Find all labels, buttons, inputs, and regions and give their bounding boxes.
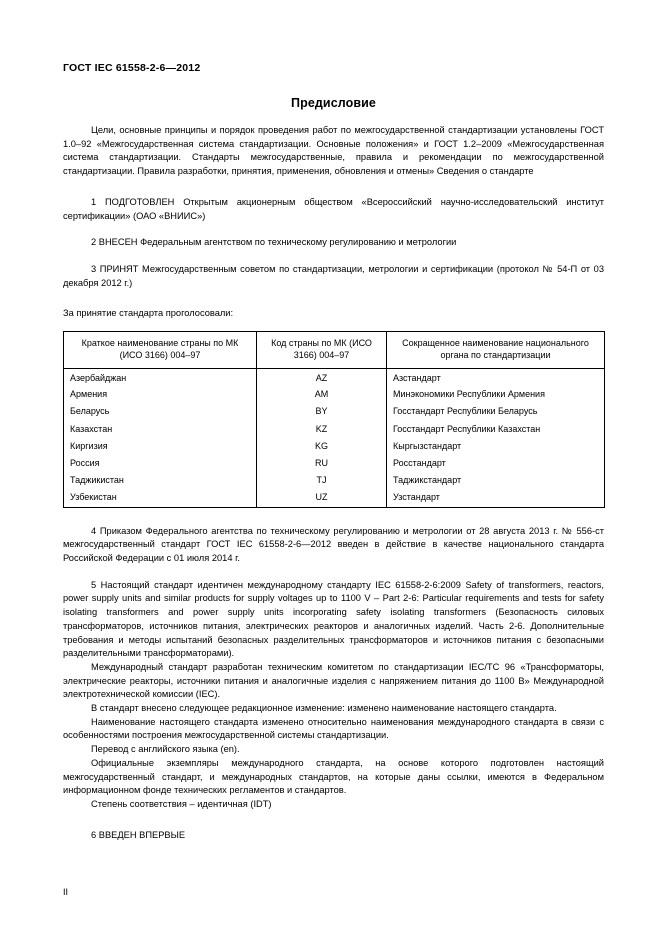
cell-body: Таджикстандарт	[387, 472, 605, 489]
cell-country: Беларусь	[64, 403, 257, 420]
spacer	[63, 566, 604, 579]
cell-body: Кыргызстандарт	[387, 438, 605, 455]
table-header	[64, 332, 605, 369]
page-number: II	[63, 887, 69, 897]
spacer	[63, 321, 604, 331]
column-header-code: Код страны по МК (ИСО 3166) 004–97	[257, 332, 387, 369]
table-row	[64, 420, 605, 437]
table-row	[64, 386, 605, 403]
cell-code: TJ	[257, 472, 387, 489]
cell-code: RU	[257, 455, 387, 472]
cell-country: Киргизия	[64, 438, 257, 455]
page-title: Предисловие	[291, 96, 376, 110]
table-row	[64, 403, 605, 420]
cell-code: AM	[257, 386, 387, 403]
vote-lead-in: За принятие стандарта проголосовали:	[63, 308, 234, 319]
spacer	[63, 290, 604, 307]
clause-item-4: 4 Приказом Федерального агентства по техническому регулированию и метрологии от 28 августа 2013 г. № 556-ст межгосударственный стандарт ГОСТ IEC 61558-2-6—2012 введен в действие в качестве национального стандарта Российской Федерации с 01 июля 2014 г.	[63, 525, 604, 564]
spacer	[63, 508, 604, 525]
note-official-copies: Официальные экземпляры международного стандарта, на основе которого подготовлен настоящий межгосударственный стандарт, и международных стандартов, на которые даны ссылки, имеются в Федеральном информационном фонде технических регламентов и стандартов.	[63, 757, 604, 796]
note-renaming: Наименование настоящего стандарта изменено относительно наименования международного стандарта в связи с особенностями построения межгосударственной системы стандартизации.	[63, 716, 604, 741]
intro-paragraph: Цели, основные принципы и порядок проведения работ по межгосударственной стандартизации установлены ГОСТ 1.0–92 «Межгосударственная система стандартизации. Основные положения» и ГОСТ 1.2–2009 «Межгосударственная система стандартизации. Стандарты межгосударственные, правила и рекомендации по межгосударственной стандартизации. Правила разработки, принятия, применения, обновления и отмены» Сведения о стандарте	[63, 125, 604, 177]
table-header-row	[64, 332, 605, 369]
note-translation: Перевод с английского языка (en).	[91, 744, 240, 755]
spacer	[63, 179, 604, 196]
table-body	[64, 368, 605, 507]
cell-code: AZ	[257, 368, 387, 386]
table-row	[64, 490, 605, 508]
column-header-country: Краткое наименование страны по МК (ИСО 3166) 004–97	[64, 332, 257, 369]
cell-body: Минэкономики Республики Армения	[387, 386, 605, 403]
table-row	[64, 438, 605, 455]
cell-body: Узстандарт	[387, 490, 605, 508]
note-editorial: В стандарт внесено следующее редакционное изменение: изменено наименование настоящего стандарта.	[91, 703, 557, 714]
cell-country: Азербайджан	[64, 368, 257, 386]
cell-country: Казахстан	[64, 420, 257, 437]
cell-country: Россия	[64, 455, 257, 472]
cell-code: KG	[257, 438, 387, 455]
table-row	[64, 368, 605, 386]
cell-code: BY	[257, 403, 387, 420]
spacer	[63, 223, 604, 236]
document-standard-header: ГОСТ IEC 61558-2-6—2012	[63, 62, 201, 74]
cell-body: Росстандарт	[387, 455, 605, 472]
clause-item-5: 5 Настоящий стандарт идентичен международному стандарту IEC 61558-2-6:2009 Safety of transformers, reactors, power supply units and similar products for supply voltages up to 1100 V – Part 2-6: Particular requirements and tests for safety isolating transformers and power supply units incorporating safety isolating transformers (Безопасность силовых трансформаторов, источников питания, электрических реакторов и аналогичных изделий. Часть 2-6. Дополнительные требования и методы испытаний безопасных разделительных трансформаторов и источников питания с безопасными разделительными трансформаторами).	[63, 579, 604, 659]
column-header-body: Сокращенное наименование национального органа по стандартизации	[387, 332, 605, 369]
cell-body: Азстандарт	[387, 368, 605, 386]
cell-code: UZ	[257, 490, 387, 508]
cell-country: Узбекистан	[64, 490, 257, 508]
note-conformity-degree: Степень соответствия – идентичная (IDT)	[91, 798, 272, 809]
table-row	[64, 472, 605, 489]
clause-item-2: 2 ВНЕСЕН Федеральным агентством по техническому регулированию и метрологии	[91, 237, 457, 248]
spacer	[63, 812, 604, 829]
cell-country: Таджикистан	[64, 472, 257, 489]
cell-code: KZ	[257, 420, 387, 437]
clause-item-1: 1 ПОДГОТОВЛЕН Открытым акционерным обществом «Всероссийский научно-исследовательский институт сертификации» (ОАО «ВНИИС»)	[63, 196, 604, 221]
cell-country: Армения	[64, 386, 257, 403]
spacer	[63, 250, 604, 263]
table-row	[64, 455, 605, 472]
clause-item-3: 3 ПРИНЯТ Межгосударственным советом по стандартизации, метрологии и сертификации (протокол № 54-П от 03 декабря 2012 г.)	[63, 263, 604, 288]
voting-countries-table	[63, 331, 605, 508]
cell-body: Госстандарт Республики Казахстан	[387, 420, 605, 437]
clause-item-6: 6 ВВЕДЕН ВПЕРВЫЕ	[91, 829, 186, 840]
cell-body: Госстандарт Республики Беларусь	[387, 403, 605, 420]
note-committee: Международный стандарт разработан техническим комитетом по стандартизации IEC/TC 96 «Трансформаторы, электрические реакторы, источники питания и аналогичные изделия с напряжением питания до 1100 В» Международной электротехнической комиссии (IEC).	[63, 661, 604, 700]
